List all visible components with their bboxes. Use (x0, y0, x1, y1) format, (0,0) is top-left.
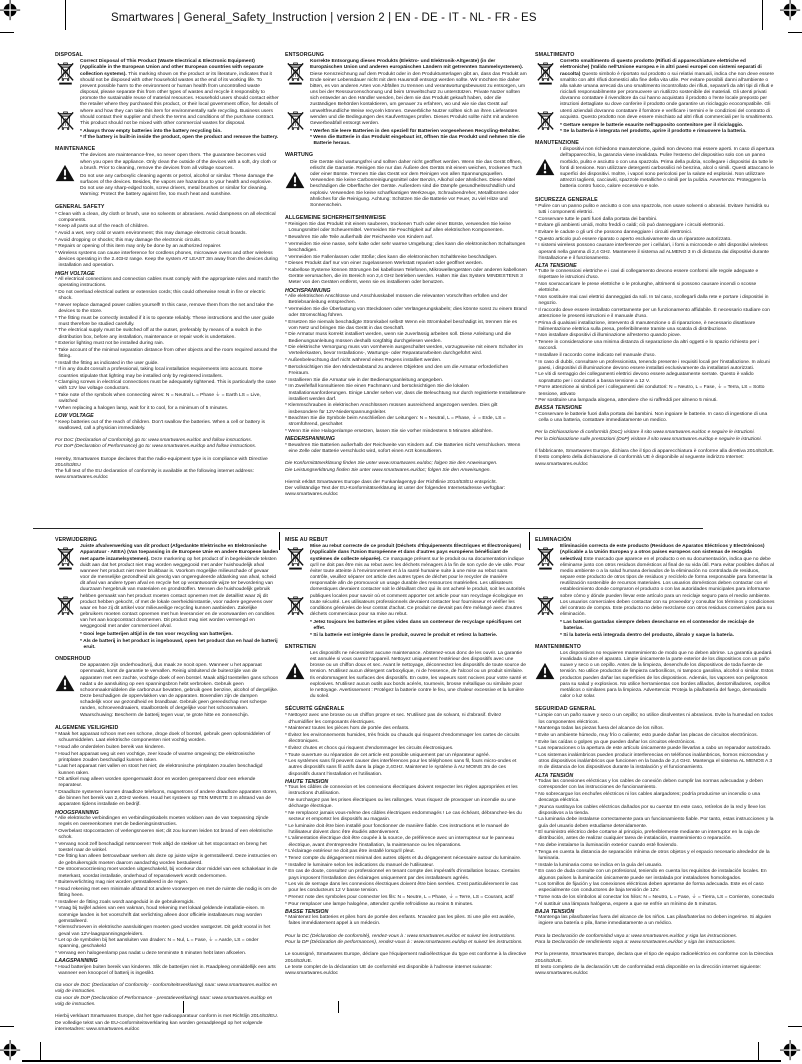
doc-line-en: For DoC (Declaration of Conformity) go to: www.smartwares.eu/doc and follow instructions. (55, 437, 253, 443)
section-title-high-voltage-en: HIGH VOLTAGE (55, 270, 95, 277)
maintenance-text-fr (310, 651, 527, 702)
dop-line-es: Para la Declaración de rendimiento vaya a: www.smartwares.eu/doc y siga las instrucciones. (535, 940, 736, 946)
high-voltage-item-en: * Exterior lighting must not be installed during rain. (55, 341, 165, 347)
weee-bin-icon (537, 596, 554, 619)
high-voltage-item-nl: * Vervang een halogeenlamp pas nadat u deze tenminste 5 minuten hebt laten afkoelen. (55, 951, 247, 957)
high-voltage-item-fr: * Le luminaire doit être bien installé pour fonctionner de manière fiable. Ces instructions et le manuel de l'utilisateur doivent donc être étudiés attentivement. (285, 823, 510, 835)
disposal-media-nl (55, 544, 279, 651)
high-voltage-item-it: * Il raccordo deve essere installato correttamente per un funzionamento affidabile. È necessario studiare con attenzione le presenti istruzioni e il manuale d'uso. (535, 307, 770, 319)
section-title-high-voltage-nl: HOOGSPANNING (55, 809, 99, 816)
declaration-line-nl: Hierbij verklaart Smartwares Europe, dat het type radioapparatuur conform is met Richtlijn 2014/53/EU. (55, 1014, 279, 1020)
high-voltage-item-fr: * Ne surchargez pas les prises électriques ou les rallonges. Vous risquez de provoquer un incendie ou une décharge électrique. (285, 797, 516, 810)
disposal-text-it (560, 59, 775, 135)
high-voltage-item-de: * Außenbeleuchtung darf nicht während eines Regens installiert werden. (285, 358, 442, 364)
high-voltage-item-es: * No sobrecargue los enchufes eléctricos ni los cables alargadores; podría producirse un incendio o una descarga eléctrica. (535, 791, 761, 803)
high-voltage-item-nl: * Vraag bij twijfel advies van een vakman, houd rekening met lokaal geldende installatie-eisen. In sommige landen is het voorschrift dat verlichting alleen door officiële installateurs mag worden geïnstalleerd. (55, 906, 265, 924)
high-voltage-item-en: * Take note of the symbols when connecting wires: N = Neutral L = Phase ⏚ = Earth LS = Live, switched (55, 393, 261, 405)
disposal-paragraph-it (560, 59, 775, 121)
high-voltage-item-es: * Tome nota de los símbolos al conectar los hilos: N = Neutro, L = Fase, ⏚ = Tierra, LS = Corriente, conectado (535, 895, 775, 901)
high-voltage-item-es: * La luminaria debe instalarse correctamente para un funcionamiento fiable. Por tanto, estas instrucciones y la guía del usuario deben estudiarse detenidamente. (535, 817, 774, 829)
declaration-line-fr: Le texte complet de la déclaration UE de conformité est disponible à l'adresse internet suivante: www.smartwares.eu/doc (285, 965, 493, 977)
dop-line-nl: Ga voor de DoP (Declaration of Performance - prestatieverklaring) naar: www.smartwares.eu/dop en volg de instructies. (55, 995, 273, 1007)
crop-mark (0, 1026, 14, 1027)
disposal-body-fr: Ce marquage présent sur le produit ou sa documentation indique qu'il ne doit pas être mis au rebut avec les déchets ménagers à la fin de son cycle de vie utile. Pour éviter toute atteinte à l'environnement et à la santé humaine suite à une mise au rebut sans contrôle, veuillez séparer cet article des autres types de déchet pour le recycler de manière responsable afin de promouvoir un usage durable des ressources matérielles. Les utilisateurs domestiques devraient contacter soit le détaillant chez qui ils ont acheté le produit, soit les autorités publiques locales pour savoir où et comment apporter cet article pour son recyclage écologique en toute sécurité. Les utilisateurs professionnels devraient contacter leur fournisseur et vérifier les conditions générales de leur contrat d'achat. Ce produit ne devrait pas être mélangé avec d'autres déchets commerciaux pour sa mise au rebut. (310, 556, 526, 618)
general-item-en: * Clean with a clean, dry cloth or brush, use no solvents or abrasives. Avoid dampness on all electrical components. (55, 211, 276, 223)
declaration-line-en: The full text of the EU declaration of conformity is available at the following internet address: www.smartwares.eu/doc (55, 469, 254, 481)
maintenance-media-en (55, 153, 279, 199)
page-title: Smartwares | General_Safety_Instruction | version 2 | EN - DE - IT - NL - FR - ES (111, 12, 537, 24)
section-title-maintenance-it: MANUTENZIONE (535, 140, 579, 147)
warning-triangle-icon (55, 164, 75, 182)
maintenance-paragraph-es: Los dispositivos no requieren mantenimiento de modo que no deben abrirse. La garantía quedará invalidada si abre el aparato. Limpie únicamente la parte exterior de los dispositivos con un paño suave y seco o un cepillo. Antes de la limpieza, desenchufe los dispositivos de toda fuente de tensión. No utilice productos de limpieza carbosílicos, ni tampoco gasolina, alcohol o similar. Estos productos pueden dañar las superficies de los dispositivos. Además, los vapores son peligrosos para su salud y explosivos. No utilice herramientas con bordes afilados, destornilladores, cepillos metálicos o similares para la limpieza. Advertencia: Proteja la pila/batería del fuego, demasiado calor o luz solar. (560, 650, 774, 700)
high-voltage-item-nl: * Houd rekening met een minimale afstand tot andere voorwerpen en met de ruimte die nodig is om de fitting heen. (55, 886, 277, 899)
disposal-paragraph-fr (310, 544, 527, 618)
general-item-fr: * Les systèmes sans fil peuvent causer des interférences pour les téléphones sans fil, fours micro-ondes et autres dispositifs sans fil actifs dans la plage 2,4GHz. Maintenez le système à AU MOINS 3m de ces dispositifs durant l'installation et l'utilisation. (285, 759, 517, 777)
disposal-body-es: Este marcado que aparece en el producto o en su documentación, indica que no debe eliminarse junto con otros residuos domésticos al final de su vida útil. Para evitar posibles daños al medio ambiente o a la salud humana derivados de la eliminación no controlada de residuos, separe este producto de otros tipos de residuos y recíclelo de forma responsable para fomentar la reutilización sostenible de recursos materiales. Los usuarios domésticos deben contactar con el establecimiento donde compraron el producto o con las autoridades municipales para informarse sobre cómo y dónde pueden llevar este artículo para un reciclaje seguro para el medio ambiente. Los usuarios comerciales deben contactar con su proveedor y consultar los términos y condiciones del contrato de compra. Este producto no debe mezclarse con otros residuos comerciales para su eliminación. (560, 556, 775, 618)
high-voltage-item-it: * In caso di dubbi, consultare un professionista, tenendo presente i requisiti locali per l'installazione. In alcuni paesi, i dispositivi di illuminazione devono essere installati esclusivamente da installatori autorizzati. (535, 359, 770, 371)
disposal-icons-fr (285, 544, 305, 639)
registration-mark-icon (780, 1040, 802, 1062)
maintenance-text-it (560, 147, 775, 192)
declaration-line-it: Il fabbricante, Smartwares Europe, dichiara che il tipo di apparecchiatura è conforme alla direttiva 2014/53/UE. (535, 448, 775, 454)
doc-line-fr: Pour la DC (Déclaration de conformité), rendez-vous à : www.smartwares.eu/doc et suivez les instructions. (285, 933, 516, 939)
maintenance-text-nl (80, 663, 279, 720)
section-title-disposal-it: SMALTIMENTO (535, 52, 575, 58)
section-title-high-voltage-es: ALTA TENSIÓN (535, 772, 574, 779)
maintenance-icon-wrap-fr (285, 651, 305, 702)
crop-mark (762, 0, 763, 30)
general-item-de: * Dieses Produkt darf nur von einer zugelassenen Werkstatt repariert oder geöffnet werden. (285, 261, 483, 267)
disposal-intro-nl: Juiste afvalverwerking van dit product (Afgedankte Elektrische en Elektronische Apparatuur - AEEA) (Van toepassing in de Europese Unie en andere Europese landen met aparte inzamelsystemen). (80, 544, 279, 562)
crop-mark (758, 1042, 759, 1061)
battery-note-it: * Gettare sempre le batterie esaurite nell'apposito contenitore per il riciclaggio. (560, 122, 744, 128)
section-title-maintenance-en: MAINTENANCE (55, 146, 96, 153)
high-voltage-item-en: * When replacing a halogen lamp, wait for it to cool, for a minimum of 5 minutes. (55, 405, 229, 411)
declaration-line-en: Hereby, Smartwares Europe declares that the radio-equipment type is in compliance with Directive 2014/53/EU (55, 456, 268, 468)
disposal-paragraph-de (310, 59, 527, 127)
disposal-intro-en: Correct Disposal of This Product (Waste Electrical & Electronic Equipment) (Applicable in the European Union and other European countries with separate collection systems). (80, 59, 264, 77)
high-voltage-item-de: * Im Zweifelfall konsultieren Sie einen Fachmann und berücksichtigen Sie die lokalen Installationsanforderungen. Einige Länder sehen vor, dass die Beleuchtung nur durch registrierte Installateure installiert werden darf. (285, 384, 526, 402)
maintenance-media-es (535, 651, 775, 702)
high-voltage-item-it: * Tutte le connessioni elettriche e i cavi di collegamento devono essere conformi alle regole adeguate e rispettare le istruzioni d'uso. (535, 269, 759, 281)
high-voltage-item-en: * All electrical connections and connection cables must comply with the appropriate rules and match the operating instructions. (55, 277, 280, 289)
section-title-general-en: GENERAL SAFETY (55, 204, 105, 211)
dop-line-it: Per la Dichiarazione sulle prestazioni (DoP) visitare il sito www.smartwares.eu/dop e seguire le istruzioni. (535, 436, 762, 442)
section-title-maintenance-nl: ONDERHOUD (55, 655, 91, 662)
battery-note-de: * Wenn die Batterie in das Produkt eingebaut ist, öffnen Sie das Produkt und nehmen Sie die Batterie heraus. (310, 135, 525, 147)
general-item-es: * Mantenga todas las piezas fuera del alcance de los niños. (535, 726, 664, 732)
section-title-general-it: SICUREZZA GENERALE (535, 196, 598, 203)
disposal-paragraph-nl (80, 544, 279, 630)
general-item-nl: * Houd alle onderdelen buiten bereik van kinderen. (55, 744, 165, 750)
general-item-nl: * Laat het apparaat niet vallen en stoot het niet; de elektronische printplaten zouden beschadigd kunnen raken. (55, 764, 263, 776)
warning-triangle-icon (55, 674, 75, 692)
maintenance-paragraph-nl: De apparaten zijn onderhoudsvrij, dus maak ze nooit open. Wanneer u het apparaat openmaakt, komt de garantie te vervallen. Reinig uitsluitend de buitenzijde van de apparaten met een zachte, vochtige doek of een borstel. Maak altijd toestellen gans schoon nadat u de aansluiting op een spanningsbron hebt verbroken. Gebruik geen schoonmaakmiddelen die carbonzuur bevatten, gebruik geen benzine, alcohol of dergelijke. Deze beschadigen de oppervlakken van de apparaten. Bovendien zijn de dampen schadelijk voor uw gezondheid en brandbaar. Gebruik geen gereedschap met scherpe randen, schroevendraaiers, staalborstels of dergelijke voor het schoonmaken. Waarschuwing: Bescherm de batterij tegen vuur, te grote hitte en zonneschijn. (80, 663, 279, 718)
section-title-low-voltage-it: BASSA TENSIONE (535, 405, 582, 412)
general-item-en: * Repairs or opening of this item may only be done by an authorized repairer. (55, 244, 222, 250)
high-voltage-item-fr: * Tenez compte du dégagement minimal des autres objets et du dégagement nécessaire autour du luminaire. (285, 855, 522, 861)
disposal-text-fr (310, 544, 527, 639)
high-voltage-item-de: * Berücksichtigen Sie den Mindestabstand zu anderen Objekten und den um die Armatur erforderlichen Freiraum. (285, 364, 509, 376)
general-item-nl: * Draadloze systemen kunnen draadloze telefoons, magnetrons of andere draadloze apparaten storen, die binnen het bereik van 2,4GHz werken. Houd het systeem op TEN MINSTE 3 m afstand van de apparaten tijdens installatie en bedrijf. (55, 790, 278, 808)
declaration-line-es: Por la presente, Smartwares Europe, declara que el tipo de equipo radioeléctrico es conforme con la Directiva 2014/53/UE. (535, 952, 774, 964)
low-voltage-item-de: * Bewahren Sie Batterien außerhalb der Reichweite von Kindern auf. Die Batterien nicht verschlucken. Wenn eine Zelle oder Batterie verschluckt wird, sofort einen Arzt konsultieren. (285, 442, 521, 454)
battery-note-it: * Se la batteria è integrata nel prodotto, aprire il prodotto e rimuovere la batteria. (560, 129, 747, 135)
section-title-disposal-es: ELIMINACIÓN (535, 537, 572, 543)
section-title-disposal-fr: MISE AU REBUT (285, 537, 328, 543)
high-voltage-item-it: * Non installare dispositivi di illuminazione all'esterno quando piove. (535, 333, 682, 339)
fold-mark (279, 532, 280, 550)
maintenance-paragraph-en: The devices are maintenance-free, so never open them. The guarantee becomes void when you open the appliance. Only clean the outside of the devices with a soft, dry cloth or a brush. Prior to cleaning, remove the devices from all voltage sources. (80, 153, 277, 171)
section-title-low-voltage-en: LOW VOLTAGE (55, 413, 94, 420)
battery-note-nl: * Gooi lege batterijen altijd in de ton voor recycling van batterijen. (80, 632, 233, 638)
general-item-es: * Limpie con un paño suave y seco o un cepillo; no utilice disolventes ni abrasivos. Evite la humedad en todos los componentes eléctricos. (535, 713, 773, 725)
warning-triangle-icon (535, 662, 555, 680)
section-title-maintenance-es: MANTENIMIENTO (535, 643, 581, 650)
high-voltage-item-en: * If in any doubt consult a professional, taking local installation requirements into account. Some countries stipulate that lighting may be installed only by registered installers. (55, 367, 263, 379)
general-item-de: * Vermeiden Sie eine nasse, sehr kalte oder sehr warme Umgebung; dies kann die elektronischen Schaltungen beschädigen. (285, 241, 526, 253)
warning-triangle-icon (285, 662, 305, 680)
registration-mark-icon (0, 0, 22, 22)
section-title-general-fr: SÉCURITÉ GÉNÉRALE (285, 706, 345, 713)
crop-mark (788, 1026, 802, 1027)
high-voltage-item-en: * Install the fitting as indicated in the user guide. (55, 360, 159, 366)
high-voltage-item-en: * Do not overload electrical outlets or extension cords; this could otherwise result in fire or electric shock. (55, 289, 266, 302)
crop-mark (788, 32, 802, 33)
general-item-nl: * Dit artikel mag alleen worden opengemaakt door en worden gerepareerd door een erkende reparateur. (55, 777, 256, 789)
maintenance-paragraph-de: Die Geräte sind wartungsfrei und sollten daher nicht geöffnet werden. Wenn Sie das Gerät öffnen, erlischt die Garantie. Reinigen Sie nur das Äußere des Geräts mit einem weichen, trockenen Tuch oder einer Bürste. Trennen Sie das Gerät vor dem Reinigen von allen Spannungsquellen. Verwenden Sie keine Carbonreinigungsmittel oder Benzin, Alkohol oder ähnliches. Diese Mittel beschädigen die Oberfläche der Geräte. Außerdem sind die Dämpfe gesundheitsschädlich und explosiv. Verwenden Sie keine scharfkantigen Werkzeuge, Schraubendreher, Metallbürsten oder ähnliches für die Reinigung. Achtung: Schützen Sie die Batterie vor Feuer, zu viel Hitze und Sonnenschein. (310, 159, 523, 208)
declaration-line-it: Il testo completo della dichiarazione di conformità UE è disponibile al seguente indirizzo Internet: www.smartwares.eu/doc (535, 455, 744, 467)
doc-line-de: Die Konformitätserklärung finden Sie unter www.smartwares.eu/doc; folgen Sie den Anweisungen. (285, 460, 498, 466)
low-voltage-item-fr: * Maintenez les batteries et piles hors de portée des enfants. N'avalez pas les piles. Si une pile est avalée, faites immédiatement appel à un médecin. (285, 915, 516, 927)
disposal-body-it: Questo simbolo è riportato sul prodotto o sui relativi manuali, indica che non deve essere smaltito con altri rifiuti domestici alla fine della vita utile. Per evitare possibili danni all'ambiente o alla salute umana arrecati da uno smaltimento incontrollato dei rifiuti, separarli da altri tipi di rifiuti e riciclarli responsabilmente per promuovere un riutilizzo sostenibile dei materiali. Gli utenti privati dovranno contattare il rivenditore da cui hanno acquistato il prodotto o l'ente locale preposto per istruzioni dettagliate su dove conferire il prodotto onde garantire un riciclaggio ecocompatibile. Gli utenti aziendali dovranno contattare il fornitore e verificare i termini e le condizioni del contratto di acquisto. Questo prodotto non deve essere mischiato ad altri rifiuti commerciali per lo smaltimento. (560, 71, 774, 120)
declaration-line-es: El texto completo de la declaración UE de conformidad está disponible en la dirección internet siguiente: www.smartwares.eu/doc (535, 965, 761, 977)
weee-bin-bar-icon (57, 62, 74, 85)
general-item-de: * Bewahren Sie alle Teile außerhalb der Reichweite von Kindern auf. (285, 235, 434, 241)
general-item-fr: * Évitez chutes et chocs qui risquent d'endommager les circuits électroniques. (285, 745, 454, 751)
maintenance-media-de (285, 160, 527, 211)
language-block-de (285, 52, 527, 524)
maintenance-text-es (560, 651, 775, 702)
high-voltage-item-en: * The electrical supply must be switched off at the outset, preferably by means of a switch in the distribution box, before any installation, maintenance or repair work is undertaken. (55, 328, 262, 340)
general-item-it: * Pulire con un panno pulito e asciutto o con una spazzola, non usare solventi o abrasivi. Evitare l'umidità su tutti i componenti elettrici. (535, 203, 769, 215)
maintenance-media-fr (285, 651, 527, 702)
high-voltage-item-en: * Take account of the minimal separation distance from other objects and the room required around the fitting. (55, 347, 278, 360)
general-item-en: * Avoid a wet, very cold or warm environment; this may damage electronic circuit boards. (55, 231, 247, 237)
declaration-line-fr: Le soussigné, Smartwares Europe, déclare que l'équipement radioélectrique du type est conforme à la directive 2014/53/UE. (285, 952, 527, 964)
high-voltage-item-de: * Klemmschrauben in elektrischen Anschlüssen müssen ausreichend angezogen werden. Dies gilt insbesondere für 12V-Niederspannungsleiter. (285, 403, 498, 415)
high-voltage-item-de: * Installieren Sie die Armatur wie in der Bedienungsanleitung angegeben. (285, 377, 444, 383)
high-voltage-item-de: * Die elektrische Versorgung muss von vornherein ausgeschaltet werden, vorzugsweise mit einem Schalter im Verteilerkasten, bevor Installations-, Wartungs- oder Reparaturarbeiten durchgeführt wird. (285, 345, 524, 357)
disposal-intro-fr: Mise au rebut correcte de ce produit (Déchets d'Équipements Électriques et Électroniques) (Applicable dans l'Union Européenne et dans d'autres pays européens bénéficiant de systèmes de collecte séparée). (310, 544, 522, 562)
low-voltage-item-en: * Keep batteries out of the reach of children. Don't swallow the batteries. When a cell or battery is swallowed, call a physician immediately. (55, 419, 265, 431)
high-voltage-item-es: * Instale la luminaria como se indica en la guía del usuario. (535, 862, 663, 868)
general-item-it: * Evitare le cadute o gli urti che possono danneggiare i circuiti elettronici. (535, 229, 693, 235)
general-item-es: * Evite un ambiente húmedo, muy frío o caliente; esto puede dañar las placas de circuitos electrónicos. (535, 733, 758, 738)
maintenance-paragraph-it: I dispositivi non richiedono manutenzione, quindi non devono mai essere aperti. In caso di apertura dell'apparecchio, la garanzia viene invalidata. Pulire l'esterno del dispositivo solo con un panno morbido, pulito e asciutto o con una spazzola. Prima della pulizia, scollegare i dispositivi da tutte le fonti di tensione. Non utilizzare detergenti carbossilici né benzina, alcol o simili. Questi attaccano le superfici dei dispositivi. Inoltre, i vapori sono pericolosi per la salute ed esplosivi. Non utilizzare attrezzi taglienti, cacciaviti, spazzole metalliche o simili per la pulizia. Avvertenza: Proteggere la batteria contro fuoco, calore eccessivo e sole. (560, 147, 775, 190)
page-bottom-edge-line (22, 1060, 781, 1062)
high-voltage-item-es: * El suministro eléctrico debe cortarse al principio, preferiblemente mediante un interruptor en la caja de distribución, antes de realizar cualquier tarea de instalación, mantenimiento o reparación. (535, 830, 760, 842)
general-item-en: * Wireless systems can cause interference for cordless phones, microwave ovens and other wireless devices operating in the 2.4GHz range. Keep the system AT LEAST 3m away from the devices during installation and operation. (55, 251, 278, 269)
weee-bin-bar-icon (537, 62, 554, 85)
fold-divider-line (33, 528, 703, 529)
battery-note-nl: * Als de batterij in het product is ingebouwd, open het product dan en haal de batterij eruit. (80, 638, 278, 650)
fold-mark (338, 1001, 339, 1013)
warning-triangle-icon (535, 158, 555, 176)
high-voltage-item-it: * Per sostituire una lampada alogena, attendere che si raffreddi per almeno 5 minuti. (535, 398, 718, 404)
disposal-paragraph-es (560, 544, 775, 618)
general-item-en: * Avoid dropping or shocks; this may damage the electronic circuits. (55, 237, 202, 243)
high-voltage-item-nl: * Alle elektrische verbindingen en verbindingskabels moeten voldoen aan de van toepassing zijnde regels en overeenkomen met de bedieningsinstructies. (55, 815, 269, 828)
section-title-general-es: SEGURIDAD GENERAL (535, 706, 596, 713)
section-title-disposal-nl: VERWIJDERING (55, 537, 98, 543)
high-voltage-item-nl: * Let op de symbolen bij het aansluiten van draden: N = Nul, L = Fase, ⏚ = Aarde, LS = onder spanning, geschakeld (55, 938, 259, 950)
high-voltage-item-de: * Vermeiden Sie die Überlastung von Steckdosen oder Verlängerungskabeln; dies könnte sonst zu einem Brand oder Stromschlag führen. (285, 306, 527, 318)
dop-line-en: For DoP (Declaration of Performance) go to: www.smartwares.eu/dop and follow instructions. (55, 444, 257, 450)
section-title-general-de: ALLGEMEINE SICHERHEITSHINWEISE (285, 215, 386, 222)
section-title-maintenance-fr: ENTRETIEN (285, 643, 316, 650)
section-title-maintenance-de: WARTUNG (285, 152, 314, 159)
weee-bin-icon (287, 111, 304, 134)
high-voltage-item-fr: * Prenez note des symboles pour connecter les fils: N = Neutre, L = Phase, ⏚ = Terre, LS = Courant, actif (285, 895, 514, 901)
high-voltage-item-fr: * Tous les câbles de connexion et les connexions électriques doivent respecter les règles appropriées et les instructions d'utilisation. (285, 785, 518, 797)
doc-line-nl: Ga voor de DoC (Declaration of Conformity - conformiteitsverklaring) naar: www.smartwares.eu/doc en volg de instructies. (55, 982, 278, 995)
warning-triangle-icon (285, 171, 305, 189)
maintenance-icon-wrap-de (285, 160, 305, 211)
section-title-high-voltage-de: HOCHSPANNUNG (285, 287, 331, 294)
disposal-icons-en (55, 59, 75, 142)
high-voltage-item-es: * Todas las conexiones eléctricas y los cables de conexión deben cumplir las normas adecuadas y deben corresponder con las instrucciones de funcionamiento. (535, 778, 764, 791)
declaration-line-nl: De volledige tekst van de EU-conformiteitsverklaring kan worden geraadpleegd op het volgende internetadres: www.smartwares.eu/doc (55, 1020, 263, 1032)
maintenance-icon-wrap-nl (55, 663, 75, 720)
battery-note-de: * Werfen Sie leere Batterien in den speziell für Batterien vorgesehenen Recycling-Behälter. (310, 128, 521, 134)
weee-bin-bar-icon (57, 547, 74, 570)
high-voltage-item-nl: * Installeer de fitting zoals wordt aangeduid in de gebruikersgids. (55, 899, 195, 905)
high-voltage-item-es: * Al sustituir una lámpara halógena, espere a que se enfríe un mínimo de 5 minutos. (535, 901, 718, 907)
section-title-low-voltage-nl: LAAGSPANNING (55, 958, 98, 965)
high-voltage-item-es: * Los tornillos de fijación y las conexiones eléctricas deben apretarse de forma adecuada. Este es el caso especialmente con conductores de baja tensión de 12V. (535, 882, 764, 894)
general-item-fr: * Toute ouverture ou réparation de cet article est possible uniquement par un réparateur agréé. (285, 752, 490, 758)
battery-note-fr: * Si la batterie est intégrée dans le produit, ouvrez le produit et retirez la batterie. (310, 632, 498, 638)
high-voltage-item-nl: * Overbelast stopcontacten of verlengsnoeren niet; dit zou kunnen leiden tot brand of een elektrische schok. (55, 828, 273, 840)
disposal-paragraph-en (80, 59, 279, 127)
weee-bin-icon (57, 596, 74, 619)
disposal-media-it (535, 59, 775, 135)
disposal-intro-it: Corretto smaltimento di questo prodotto (Rifiuti di apparecchiature elettriche ed elettroniche) (Valido nell'Unione europea e in altri paesi europei con sistemi separati di raccolta) (560, 59, 762, 77)
disposal-icons-es (535, 544, 555, 639)
general-item-it: * Questo articolo può essere riparato o aperto esclusivamente da un riparatore autorizzato. (535, 236, 732, 242)
high-voltage-item-nl: * De fitting kan alleen betrouwbaar werken als deze op juiste wijze is geïnstalleerd. Deze instructies en de gebruikersgids moeten daarom aandachtig worden bestudeerd. (55, 854, 277, 866)
low-voltage-item-it: * Conservare le batterie fuori dalla portata dei bambini. Non ingoiare le batterie. In caso di ingestione di una cella o una batteria, contattare immediatamente un medico. (535, 411, 768, 423)
disposal-media-fr (285, 544, 527, 639)
weee-bin-icon (57, 111, 74, 134)
disposal-icons-it (535, 59, 555, 135)
high-voltage-item-de: * Die Armatur muss korrekt installiert werden, wenn sie zuverlässig arbeiten soll. Diese Anleitung und die Bedienungsanleitung müssen deshalb sorgfältig durchgelesen werden. (285, 332, 512, 344)
disposal-text-nl (80, 544, 279, 651)
high-voltage-item-it: * Non sovraccaricare le prese elettriche o le prolunghe, altrimenti si possono causare incendi o scosse elettriche. (535, 282, 757, 294)
general-item-en: * Keep all parts out of the reach of children. (55, 224, 149, 230)
disposal-body-nl: Deze markering op het product of in begeleidende teksten duidt aan dat het product niet mag worden weggegooid met ander huishoudelijk afval wanneer het product niet meer bruikbaar is. Voorkom mogelijke milieuschade of gevaar voor de menselijke gezondheid als gevolg van ongereguleerde afdanking van afval, scheid dit afval van andere typen afval en recycle het op verantwoorde wijze ter bevordering van duurzaam hergebruik van materialen en grondstoffen. Mensen die huishoudelijk gebruik hebben gemaakt van het product moeten contact opnemen met de detaillist waar zij dit product hebben gekocht, of met de lokale overheidsinstantie, voor nadere gegevens over waar en hoe zij dit artikel voor milieuveilige recycling kunnen aanbieden. Zakelijke gebruikers moeten contact opnemen met hun leverancier en de voorwaarden en condities van het aan koopcontract doornemen. Dit product mag niet worden vermengd en weggegooid met ander commercieel afval. (80, 556, 277, 630)
registration-mark-icon (780, 0, 802, 22)
disposal-icons-nl (55, 544, 75, 651)
maintenance-media-it (535, 147, 775, 192)
language-block-nl (55, 537, 279, 1032)
disposal-text-de (310, 59, 527, 148)
high-voltage-item-nl: * Buitenverlichting mag niet worden geïnstalleerd in de regen. (55, 880, 189, 886)
battery-note-en: * If the battery is built-in inside the product, open the product and remove the battery. (80, 135, 279, 141)
doc-line-es: Para la Declaración de conformidad vaya a: www.smartwares.eu/doc y siga las instrucciones. (535, 933, 738, 939)
general-item-fr: * Nettoyez avec une brosse ou un chiffon propre et sec. N'utilisez pas de solvant, ni d'abrasif. Évitez d'humidifier les composants électriques. (285, 713, 502, 725)
high-voltage-item-fr: * Ne remplacez jamais vous-même des câbles électriques endommagés ! Le cas échéant, débranchez-les du secteur et emportez les dispositifs au magasin. (285, 810, 522, 822)
battery-note-es: * Las baterías gastadas siempre deben desecharse en el contenedor de reciclaje de baterías. (560, 619, 755, 632)
weee-bin-bar-icon (287, 62, 304, 85)
high-voltage-item-es: * No debe instalarse la iluminación exterior cuando esté lloviendo. (535, 843, 678, 849)
high-voltage-item-de: * Beachten Sie die Symbole beim Anschließen der Leitungen: N = Neutral, L = Phase, ⏚ = Erde, LS = stromführend, geschaltet (285, 416, 506, 428)
section-title-low-voltage-de: NIEDERSPANNUNG (285, 436, 335, 443)
language-block-es (535, 537, 775, 997)
dop-line-fr: Pour la DP (Déclaration de performances), rendez-vous à : www.smartwares.eu/dop et suivez les instructions. (285, 940, 523, 946)
section-title-high-voltage-fr: HAUTE TENSION (285, 778, 329, 785)
disposal-media-en (55, 59, 279, 142)
high-voltage-item-nl: * Vervang nooit zelf beschadigd netsnoeren! Trek altijd de stekker uit het stopcontact en breng het toestel naar de winkel. (55, 841, 267, 853)
high-voltage-item-es: * Tenga en cuenta la distancia de separación mínima de otros objetos y el espacio necesario alrededor de la luminaria. (535, 849, 770, 861)
general-item-es: * Las reparaciones o la apertura de este artículo únicamente puede llevarlas a cabo un reparador autorizado. (535, 746, 772, 752)
maintenance-icon-wrap-es (535, 651, 555, 702)
high-voltage-item-es: * En caso de duda consulte con un profesional, teniendo en cuenta los requisitos de instalación locales. En algunos países la iluminación únicamente puede ser instalada por instaladores homologados. (535, 869, 767, 881)
fold-mark (529, 532, 530, 550)
high-voltage-item-it: * Prima di qualsiasi installazione, intervento di manutenzione o di riparazione, è necessario disattivare l'alimentazione elettrica sulla presa, preferibilmente tramite una scatola di distribuzione. (535, 320, 756, 332)
high-voltage-item-nl: * Klemschroeven in elektrische aansluitingen moeten goed worden vastgezet. Dit geldt vooral in het geval van 12V-laagspanningsgeleiders. (55, 925, 271, 937)
high-voltage-item-it: * Le viti di serraggio dei collegamenti elettrici devono essere adeguatamente serrate. Questo è valido soprattutto per i conduttori a bassa tensione a 12 V. (535, 372, 754, 384)
high-voltage-item-fr: * En cas de doute, consultez un professionnel en tenant compte des impératifs d'installation locaux. Certains pays imposent l'installation des éclairages uniquement par des installateurs agréés. (285, 869, 520, 881)
high-voltage-item-en: * Clamping screws in electrical connections must be adequately tightened. This is particularly the case with 12V low voltage conductors. (55, 380, 276, 392)
language-block-fr (285, 537, 527, 997)
high-voltage-item-it: * Porre attenzione ai simboli per i collegamenti dei conduttori: N = Neutro, L = Fase, ⏚ = Terra, LS = Sotto tensione, attivato (535, 385, 765, 397)
crop-mark (40, 1042, 41, 1061)
high-voltage-item-es: * ¡Nunca sustituya los cables eléctricos dañados por su cuenta! En este caso, retírelos de la red y lleve los dispositivos a la tienda. (535, 804, 766, 816)
maintenance-paragraph-fr: Les dispositifs ne nécessitent aucune maintenance. Abstenez-vous donc de les ouvrir. La garantie est annulée si vous ouvrez l'appareil. Nettoyez uniquement l'extérieur des dispositifs avec une brosse ou un chiffon doux et sec. Avant le nettoyage, déconnectez les dispositifs de toute source de tension. N'utilisez aucun détergent carboxylique, ni de l'essence, de l'alcool ou un produit similaire. Ils endommagent les surfaces des dispositifs. En outre, les vapeurs sont nocives pour votre santé et explosives. N'utilisez aucun outils aux bords acérés, tournevis, brosse métallique ou similaire pour le nettoyage. Avertissement : Protégez la batterie contre le feu, une chaleur excessive et la lumière du soleil. (310, 650, 527, 700)
battery-note-en: * Always throw empty batteries into the battery recycling bin. (80, 128, 222, 134)
maintenance-paragraph-en: Do not use any carboxylic cleaning agents or petrol, alcohol or similar. These damage the surfaces of the devices. Besides, the vapors are hazardous to your health and explosive. Do not use any sharp-edged tools, screw drivers, metal brushes or similar for cleaning. Warning: Protect the battery against fire, too much heat and sunshine. (80, 173, 274, 198)
declaration-line-de: Der vollständige Text der EU-Konformitätserklärung ist unter der folgenden Internetadresse verfügbar: www.smartwares.eu/doc (285, 486, 506, 498)
weee-bin-icon (537, 111, 554, 134)
disposal-body-de: Diese Kennzeichnung auf dem Produkt oder in den Produktunterlagen gibt an, dass das Produkt am Ende seiner Lebensdauer nicht mit dem Hausmüll entsorgt werden sollte. Wir möchten Sie daher bitten, es von anderen Arten von Abfällen zu trennen und verantwortungsbewusst zu entsorgen, um uns bei der Ressourcenschonung und beim Umweltschutz zu unterstützen. Private Nutzer sollten sich entweder an den Händler wenden, bei dem sie das Produkt gekauft haben, oder die zuständigen Behörden kontaktieren, um genauer zu erfahren, wo und wie sie das Gerät auf umweltfreundliche Weise recyceln können. Gewerbliche Nutzer sollten sich an ihren Lieferanten wenden und die Bedingungen des Kaufvertrages prüfen. Dieses Produkt sollte nicht mit anderen Gewerbeabfall entsorgt werden. (310, 71, 527, 126)
weee-bin-bar-icon (287, 547, 304, 570)
general-item-fr: * Maintenez toutes les pièces hors de portée des enfants. (285, 726, 410, 732)
maintenance-media-nl (55, 663, 279, 720)
general-item-it: * I sistemi wireless possono causare interferenze per i cellulari, i forni a microonde e altri dispositivi wireless operanti nella gamma di 2,4 GHz. Mantenere il sistema ad ALMENO 3 m di distanza dai dispositivi durante l'installazione e il funzionamento. (535, 243, 770, 261)
dop-line-de: Die Leistungserklärung finden Sie unter www.smartwares.eu/doc; folgen Sie den Anweisungen. (285, 467, 491, 473)
section-title-general-nl: ALGEMENE VEILIGHEID (55, 724, 119, 731)
section-title-high-voltage-it: ALTA TENSIONE (535, 262, 577, 269)
language-block-en (55, 52, 279, 524)
high-voltage-item-fr: * L'éclairage extérieur ne doit pas être installé lorsqu'il pleut. (285, 849, 415, 855)
disposal-icons-de (285, 59, 305, 148)
general-item-fr: * Évitez les environnements humides, très froids ou chauds qui risquent d'endommager les cartes de circuits électroniques. (285, 733, 520, 745)
general-item-nl: * Maak het apparaat schoon met een schone, droge doek of borstel, gebruik geen oplosmiddelen of schuurmiddelen. Laat elektrische componenten niet vochtig worden. (55, 732, 271, 744)
weee-bin-bar-icon (537, 547, 554, 570)
general-item-es: * Los sistemas inalámbricos pueden producir interferencias en teléfonos inalámbricos, hornos microondas y otros dispositivos inalámbricos que funcionen en la banda de 2,4 GHz. Mantenga el sistema AL MENOS A 3 m de distancia de los dispositivos durante la instalación y el funcionamiento. (535, 753, 773, 771)
general-item-de: * Vermeiden Sie Fallenlassen oder Stöße; dies kann die elektronischen Schaltkreise beschädigen. (285, 254, 498, 260)
high-voltage-item-it: * Installare il raccordo come indicato nel manuale d'uso. (535, 352, 656, 358)
maintenance-icon-wrap-en (55, 153, 75, 199)
disposal-text-en (80, 59, 279, 142)
general-item-de: * Kabellose Systeme können Störungen bei kabellosen Telefonen, Mikrowellengeräten oder anderen kabellosen Geräte verursachen, die im Bereich von 2,4 GHz betrieben werden. Halten Sie das System MINDESTENS 3 Meter von den Geräten entfernt, wenn sie es installieren oder benutzen. (285, 268, 527, 286)
disposal-intro-de: Korrekte Entsorgung dieses Produkts (Elektro- und Elektronik-Altgeräte) (in der Europäischen Union und anderen europäischen Ländern mit getrennten Sammelsystemen). (310, 59, 524, 71)
language-block-it (535, 52, 775, 524)
disposal-media-de (285, 59, 527, 148)
high-voltage-item-it: * Non sostituire mai cavi elettrici danneggiati da soli. In tal caso, scollegarli dalla rete e portare i dispositivi in negozio. (535, 294, 769, 307)
high-voltage-item-nl: * De stroomvoorziening moet worden uitgeschakeld, bij voorkeur door middel van een schakelaar in de meterkast, voordat installatie, onderhoud of reparatiewerk wordt ondernomen. (55, 867, 278, 879)
battery-note-fr: * Jetez toujours les batteries et piles vides dans un conteneur de recyclage spécifiques cet effet. (310, 619, 522, 632)
maintenance-icon-wrap-it (535, 147, 555, 192)
low-voltage-item-nl: * Houd batterijen buiten bereik van kinderen. Slik de batterijen niet in. Raadpleeg onmiddellijk een arts wanneer een knoopcel of batterij is ingeslikt. (55, 964, 276, 976)
disposal-text-es (560, 544, 775, 639)
weee-bin-icon (287, 596, 304, 619)
battery-note-es: * Si la batería está integrada dentro del producto, ábralo y saque la batería. (560, 632, 734, 638)
high-voltage-item-de: * Ersetzen Sie niemals beschädigte Stromkabel selbst! Wenn ein Stromkabel beschädigt ist, trennen Sie es vom Netz und bringen Sie das Gerät in das Geschäft. (285, 319, 518, 331)
high-voltage-item-fr: * Installez le luminaire selon les indications du manuel de l'utilisateur. (285, 862, 435, 868)
general-item-it: * Evitare gli ambienti umidi, molto freddi o caldi; ciò può danneggiare i circuiti elettronici. (535, 223, 725, 229)
high-voltage-item-fr: * Pour remplacer une lampe halogène, attendez qu'elle refroidisse au moins 5 minutes. (285, 901, 474, 907)
doc-line-it: Per la Dichiarazione di conformità (DoC) visitare il sito www.smartwares.eu/doc e seguire le istruzioni. (535, 430, 755, 436)
crop-mark (0, 32, 14, 33)
declaration-line-de: Hiermit erklärt Smartwares Europe dass der Funkanlagentyp der Richtlinie 2014/53/EU entspricht. (285, 479, 498, 485)
section-title-disposal-en: DISPOSAL (55, 52, 83, 58)
high-voltage-item-fr: * L'alimentation électrique doit être coupée à la source, de préférence avec un interrupteur sur le panneau électrique, avant d'entreprendre l'installation, la maintenance ou les réparations. (285, 836, 515, 848)
high-voltage-item-de: * Wenn Sie eine Halogenlampe ersetzen, lassen Sie sie vorher mindestens 5 Minuten abkühlen. (285, 429, 493, 435)
high-voltage-item-en: * Never replace damaged power cables yourself! In this case, remove them from the net and take the devices to the store. (55, 302, 274, 314)
crop-mark (65, 0, 66, 30)
registration-mark-icon (0, 1040, 22, 1062)
general-item-de: * Reinigen Sie das Produkt mit einem sauberen, trockenen Tuch oder einer Bürste, verwenden Sie keine Lösungsmittel oder Scheuermittel. Vermeiden Sie Feuchtigkeit auf allen elektrischen Komponenten. (285, 222, 511, 234)
section-title-low-voltage-fr: BASSE TENSION (285, 908, 329, 915)
section-title-disposal-de: ENTSORGUNG (285, 52, 324, 58)
general-item-it: * Conservare tutte le parti fuori dalla portata dei bambini. (535, 216, 658, 222)
maintenance-text-en (80, 153, 279, 199)
general-item-nl: * Houd het apparaat weg uit een vochtige, zeer koude of warme omgeving; De elektronische printplaten zouden beschadigd kunnen raken. (55, 751, 255, 763)
maintenance-text-de (310, 160, 527, 211)
disposal-body-en: This marking shown on the product or its literature, indicates that it should not be disposed with other household wastes at the end of its working life. To prevent possible harm to the environment or human health from uncontrolled waste disposal, please separate this from other types of wastes and recycle it responsibly to promote the sustainable reuse of material resources. Household users should contact either the retailer where they purchased this product, or their local government office, for details of where and how they can take this item for environmentally safe recycling. Business users should contact their supplier and check the terms and conditions of the purchase contract. This product should not be mixed with other commercial wastes for disposal. (80, 71, 279, 126)
high-voltage-item-de: * Alle elektrischen Anschlüsse und Anschlusskabel müssen die relevanten Vorschriften erfüllen und der Betriebsanleitung entsprechen. (285, 293, 508, 306)
low-voltage-item-es: * Mantenga las pilas/baterías fuera del alcance de los niños. Las pilas/baterías no deben ingerirse. Si alguien ingiere una batería o pila, llame inmediatamente a un médico. (535, 915, 772, 927)
high-voltage-item-fr: * Les vis de serrage dans les connexions électriques doivent être bien serrées. C'est particulièrement le cas pour les conducteurs 12 V basse tension. (285, 882, 519, 894)
section-title-low-voltage-es: BAJA TENSIÓN (535, 908, 575, 915)
high-voltage-item-en: * The fitting must be correctly installed if it is to operate reliably. These instructions and the user guide must therefore be studied carefully. (55, 315, 275, 327)
disposal-intro-es: Eliminación correcta de este producto (Residuos de Aparatos Eléctricos y Electrónicos) (Aplicable a la Unión Europea y a otros países europeos con sistemas de recogida selectiva) (560, 544, 765, 562)
disposal-media-es (535, 544, 775, 639)
general-item-es: * Evite las caídas o golpes ya que pueden dañar los circuitos electrónicos. (535, 739, 696, 745)
high-voltage-item-it: * Tenere in considerazione una minima distanza di separazione da altri oggetti e lo spazio richiesto per i raccordi. (535, 340, 760, 352)
